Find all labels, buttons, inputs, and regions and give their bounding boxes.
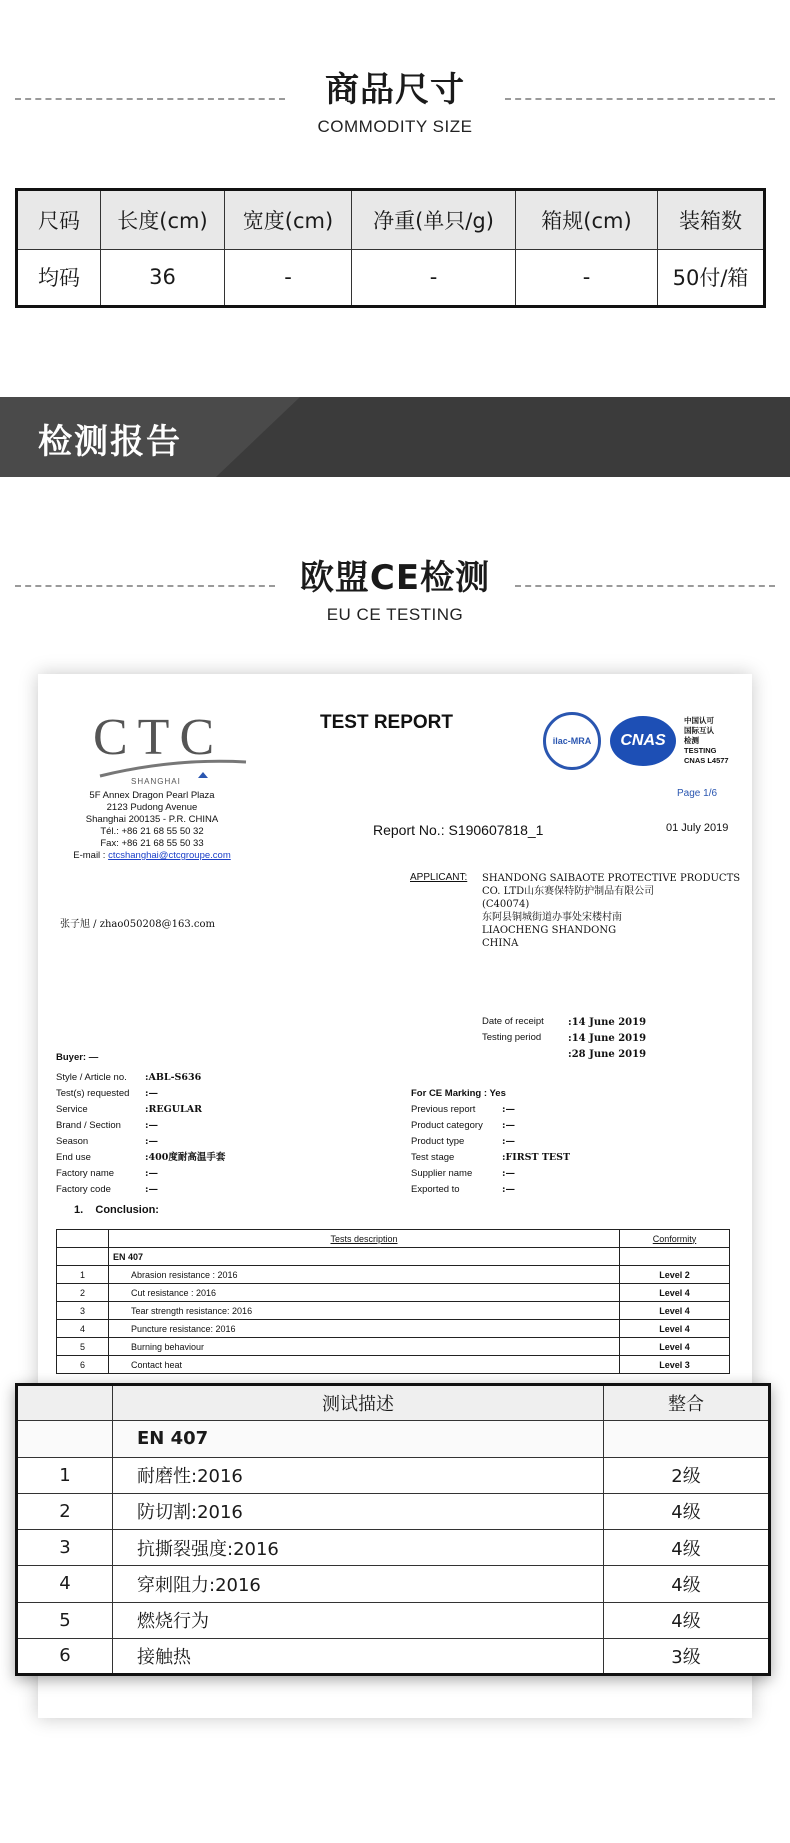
size-header-cell: 净重(单只/g) xyxy=(352,190,516,250)
ce-cn-cell xyxy=(17,1421,113,1457)
ce-cn-row xyxy=(17,1638,770,1674)
report-row-no: 6 xyxy=(57,1356,109,1374)
report-date: 01 July 2019 xyxy=(666,822,729,834)
email-label: E-mail : xyxy=(73,850,109,861)
report-row-no: 2 xyxy=(57,1284,109,1302)
report-row-desc: Burning behaviour xyxy=(109,1338,620,1356)
receipt-label: Date of receipt xyxy=(482,1016,544,1027)
field-value: :— xyxy=(145,1088,159,1099)
field-value: :— xyxy=(502,1184,516,1195)
ce-cn-row-desc: 燃烧行为 xyxy=(113,1602,604,1638)
address-line: 5F Annex Dragon Pearl Plaza xyxy=(89,790,215,801)
testing-label: Testing period xyxy=(482,1032,542,1043)
field-label: End use xyxy=(56,1152,91,1163)
report-row-no: 3 xyxy=(57,1302,109,1320)
commodity-size-title xyxy=(0,62,790,137)
size-cell: 均码 xyxy=(17,249,101,306)
ce-cn-header-blank xyxy=(17,1385,113,1421)
report-header-conformity: Conformity xyxy=(620,1230,730,1248)
ce-cn-header-desc: 测试描述 xyxy=(113,1385,604,1421)
report-row xyxy=(57,1266,730,1284)
ce-cn-row xyxy=(17,1566,770,1602)
ce-cn-row-no: 4 xyxy=(17,1566,113,1602)
size-cell: - xyxy=(225,249,352,306)
ce-cn-row-desc: 抗撕裂强度:2016 xyxy=(113,1530,604,1566)
address-line: Tél.: +86 21 68 55 50 32 xyxy=(100,826,204,837)
field-value: :— xyxy=(145,1184,159,1195)
ctc-address xyxy=(48,790,256,862)
ce-cn-row-level: 4级 xyxy=(604,1602,770,1638)
field-value: :— xyxy=(145,1120,159,1131)
report-header-blank xyxy=(57,1230,109,1248)
cnas-badge xyxy=(610,716,676,766)
size-cell: - xyxy=(516,249,658,306)
report-number: Report No.: S190607818_1 xyxy=(373,822,544,838)
ce-cn-row-no: 6 xyxy=(17,1638,113,1674)
commodity-size-title-en: COMMODITY SIZE xyxy=(317,117,473,136)
report-header-desc: Tests description xyxy=(109,1230,620,1248)
field-label: Product category xyxy=(411,1120,483,1131)
field-value: :400度耐高温手套 xyxy=(145,1152,226,1163)
report-row-desc: Cut resistance : 2016 xyxy=(109,1284,620,1302)
accreditation-line: 检测 xyxy=(684,736,699,745)
field-value: :— xyxy=(502,1136,516,1147)
receipt-value: :14 June 2019 xyxy=(568,1017,647,1028)
report-row xyxy=(57,1338,730,1356)
left-field-values xyxy=(145,1070,225,1198)
ce-cn-row-desc: 接触热 xyxy=(113,1638,604,1674)
page-number: Page 1/6 xyxy=(677,788,718,799)
applicant-line: 东阿县铜城街道办事处宋楼村南 xyxy=(482,912,622,923)
field-label: Test(s) requested xyxy=(56,1088,130,1099)
field-value: :— xyxy=(502,1168,516,1179)
ce-cn-row-no: 3 xyxy=(17,1530,113,1566)
accreditation-line: 中国认可 xyxy=(684,716,714,725)
contact-line: 张子旭 / zhao050208@163.com xyxy=(60,919,215,930)
cnas-label: CNAS xyxy=(620,732,666,749)
report-row-no: 5 xyxy=(57,1338,109,1356)
right-field-values xyxy=(502,1102,570,1198)
accreditation-line: 国际互认 xyxy=(684,726,714,735)
ce-testing-title xyxy=(0,550,790,625)
commodity-size-table xyxy=(15,188,766,308)
report-row-no: 4 xyxy=(57,1320,109,1338)
ce-cn-standard-row xyxy=(17,1421,770,1457)
applicant-line: LIAOCHENG SHANDONG xyxy=(482,925,617,936)
size-cell: - xyxy=(352,249,516,306)
applicant-label: APPLICANT: xyxy=(410,872,468,883)
field-value: :FIRST TEST xyxy=(502,1152,571,1163)
ce-title-en: EU CE TESTING xyxy=(326,605,464,624)
size-header-cell: 尺码 xyxy=(17,190,101,250)
field-value: :— xyxy=(502,1120,516,1131)
field-label: Service xyxy=(56,1104,88,1115)
field-label: Product type xyxy=(411,1136,465,1147)
report-row-level: Level 2 xyxy=(620,1266,730,1284)
field-label: Test stage xyxy=(411,1152,455,1163)
report-row xyxy=(57,1284,730,1302)
report-row-desc: Abrasion resistance : 2016 xyxy=(109,1266,620,1284)
report-row-desc: Tear strength resistance: 2016 xyxy=(109,1302,620,1320)
report-row xyxy=(57,1320,730,1338)
address-line: 2123 Pudong Avenue xyxy=(106,802,198,813)
report-standard-row xyxy=(57,1248,730,1266)
size-header-cell: 长度(cm) xyxy=(101,190,225,250)
conclusion-heading: 1. Conclusion: xyxy=(74,1204,159,1216)
report-standard: EN 407 xyxy=(109,1248,620,1266)
ce-cn-row-desc: 穿刺阻力:2016 xyxy=(113,1566,604,1602)
ilac-mra-badge xyxy=(543,712,601,770)
applicant-line: CHINA xyxy=(482,938,519,949)
report-title: TEST REPORT xyxy=(320,712,454,733)
accreditation-line: CNAS L4577 xyxy=(684,756,729,765)
accreditation-line: TESTING xyxy=(684,746,717,755)
report-cell xyxy=(620,1248,730,1266)
field-label: Exported to xyxy=(411,1184,460,1195)
testing-value-1: :14 June 2019 xyxy=(568,1033,647,1044)
report-row-desc: Puncture resistance: 2016 xyxy=(109,1320,620,1338)
ce-cn-row-level: 4级 xyxy=(604,1530,770,1566)
ce-cn-header-row xyxy=(17,1385,770,1421)
ilac-mra-label: ilac-MRA xyxy=(552,736,592,746)
report-row-level: Level 4 xyxy=(620,1302,730,1320)
report-table-header xyxy=(57,1230,730,1248)
field-label: Style / Article no. xyxy=(56,1072,127,1083)
field-value: :ABL-S636 xyxy=(145,1072,202,1083)
banner-label: 检测报告 xyxy=(38,422,182,462)
ce-cn-row-no: 5 xyxy=(17,1602,113,1638)
ce-cn-row-level: 4级 xyxy=(604,1493,770,1529)
ce-cn-cell xyxy=(604,1421,770,1457)
ce-cn-row xyxy=(17,1493,770,1529)
report-row-level: Level 4 xyxy=(620,1338,730,1356)
size-data-row xyxy=(17,249,765,306)
ce-cn-row-level: 2级 xyxy=(604,1457,770,1493)
email-line xyxy=(48,850,256,862)
size-header-cell: 箱规(cm) xyxy=(516,190,658,250)
address-line: Fax: +86 21 68 55 50 33 xyxy=(100,838,204,849)
buyer-line: Buyer: — xyxy=(56,1052,99,1063)
ce-cn-row xyxy=(17,1530,770,1566)
address-line: Shanghai 200135 - P.R. CHINA xyxy=(85,814,219,825)
field-label: Season xyxy=(56,1136,89,1147)
applicant-line: CO. LTD山东赛保特防护制品有限公司 xyxy=(482,886,655,897)
report-cell xyxy=(57,1248,109,1266)
testing-value-2: :28 June 2019 xyxy=(568,1049,647,1060)
right-field-labels xyxy=(411,1102,483,1198)
ce-cn-row xyxy=(17,1457,770,1493)
field-label: Supplier name xyxy=(411,1168,473,1179)
ce-cn-row-no: 1 xyxy=(17,1457,113,1493)
accreditation-text xyxy=(684,716,729,766)
commodity-size-title-cn: 商品尺寸 xyxy=(325,70,465,110)
size-cell: 50付/箱 xyxy=(658,249,765,306)
field-label: Factory code xyxy=(56,1184,111,1195)
test-report-banner xyxy=(0,397,790,477)
size-header-row xyxy=(17,190,765,250)
size-cell: 36 xyxy=(101,249,225,306)
ce-marking: For CE Marking : Yes xyxy=(411,1088,506,1099)
report-row xyxy=(57,1356,730,1374)
report-row-level: Level 3 xyxy=(620,1356,730,1374)
field-label: Factory name xyxy=(56,1168,115,1179)
field-label: Brand / Section xyxy=(56,1120,121,1131)
ce-cn-row-level: 4级 xyxy=(604,1566,770,1602)
size-header-cell: 装箱数 xyxy=(658,190,765,250)
field-label: Previous report xyxy=(411,1104,476,1115)
field-value: :— xyxy=(145,1136,159,1147)
report-row-level: Level 4 xyxy=(620,1320,730,1338)
field-value: :REGULAR xyxy=(145,1104,202,1115)
left-field-labels xyxy=(56,1070,129,1198)
ce-cn-standard: EN 407 xyxy=(113,1421,604,1457)
ce-title-cn: 欧盟CE检测 xyxy=(299,558,491,598)
field-value: :— xyxy=(502,1104,516,1115)
ce-cn-row-desc: 耐磨性:2016 xyxy=(113,1457,604,1493)
ce-table-cn xyxy=(15,1383,771,1676)
report-row-no: 1 xyxy=(57,1266,109,1284)
ce-cn-row xyxy=(17,1602,770,1638)
applicant-block xyxy=(482,872,740,950)
ce-cn-row-desc: 防切割:2016 xyxy=(113,1493,604,1529)
ce-cn-row-no: 2 xyxy=(17,1493,113,1529)
report-conformity-table xyxy=(56,1229,730,1374)
report-row-level: Level 4 xyxy=(620,1284,730,1302)
report-row xyxy=(57,1302,730,1320)
applicant-line: SHANDONG SAIBAOTE PROTECTIVE PRODUCTS xyxy=(482,873,741,884)
size-header-cell: 宽度(cm) xyxy=(225,190,352,250)
report-row-desc: Contact heat xyxy=(109,1356,620,1374)
ctc-logo: CTC xyxy=(93,709,225,766)
ctc-logo-sub: SHANGHAI xyxy=(131,777,181,786)
ce-cn-header-level: 整合 xyxy=(604,1385,770,1421)
email-link[interactable]: ctcshanghai@ctcgroupe.com xyxy=(108,850,231,861)
ce-cn-row-level: 3级 xyxy=(604,1638,770,1674)
applicant-line: (C40074) xyxy=(482,899,530,910)
field-value: :— xyxy=(145,1168,159,1179)
